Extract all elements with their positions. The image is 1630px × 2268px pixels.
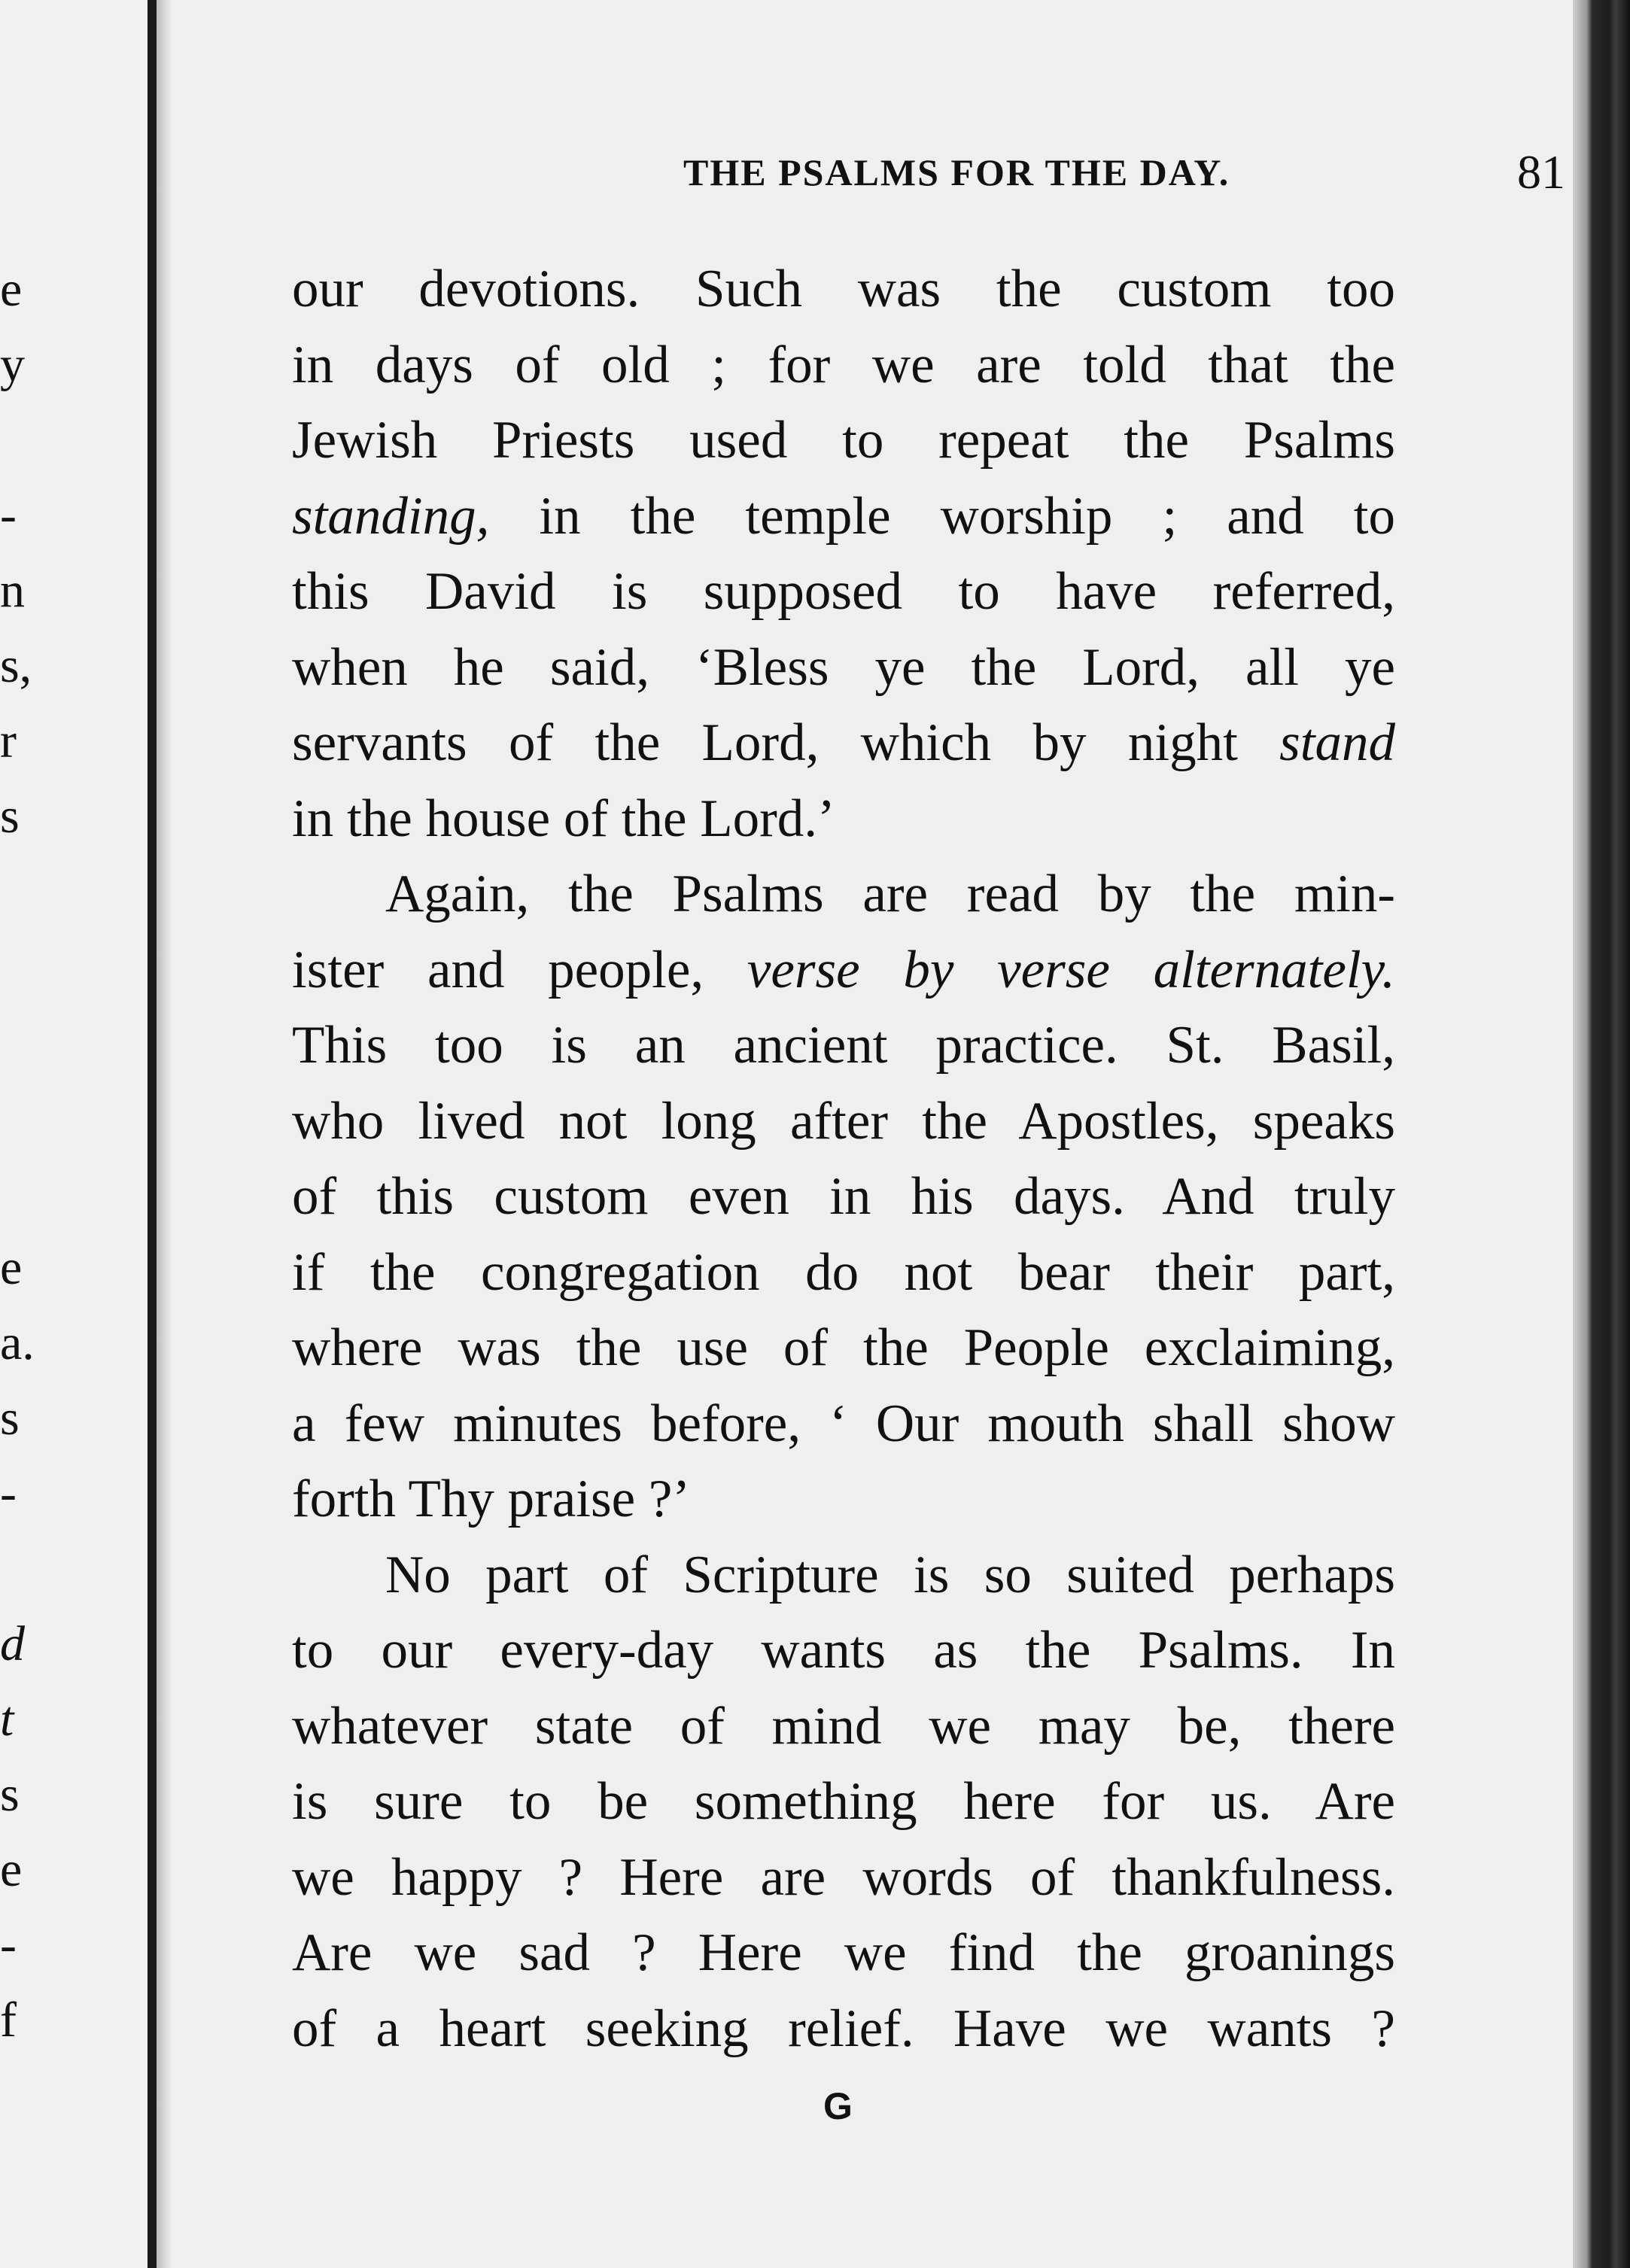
italic-text: verse by verse alternately. <box>747 940 1395 999</box>
text-line <box>292 630 1395 706</box>
text-line <box>292 1461 1395 1537</box>
text-span: forth Thy praise ?’ <box>292 1470 691 1528</box>
text-span: of a heart seeking relief. Have we wants ? <box>292 1999 1395 2058</box>
page-edge-right <box>1573 0 1630 2268</box>
running-head: THE PSALMS FOR THE DAY. <box>683 151 1230 193</box>
previous-page-fragment: - <box>0 1917 17 1972</box>
text-span: of this custom even in his days. And truly <box>292 1167 1395 1226</box>
previous-page-fragment: e <box>0 1240 23 1295</box>
previous-page-fragment: y <box>0 337 25 392</box>
page-number: 81 <box>1517 145 1565 199</box>
text-span: in the temple worship ; and to <box>489 486 1395 546</box>
text-span: if the congregation do not bear their part, <box>292 1242 1395 1302</box>
previous-page-fragment: t <box>0 1692 14 1747</box>
previous-page-fragment: e <box>0 1842 23 1897</box>
italic-text: standing, <box>292 486 490 546</box>
text-line <box>292 1310 1395 1386</box>
signature-mark: G <box>823 2085 853 2127</box>
text-line <box>292 1235 1395 1311</box>
text-span: who lived not long after the Apostles, speaks <box>292 1091 1395 1151</box>
previous-page-fragment: - <box>0 488 17 543</box>
text-line <box>292 479 1395 555</box>
text-line <box>292 856 1395 932</box>
previous-page-fragment: a. <box>0 1315 35 1370</box>
page-header <box>683 144 1565 197</box>
text-line <box>292 1537 1395 1613</box>
text-line <box>292 1915 1395 1991</box>
text-span: No part of Scripture is so suited perhaps <box>385 1545 1395 1604</box>
text-span: this David is supposed to have referred, <box>292 562 1395 621</box>
previous-page-fragment: r <box>0 713 17 768</box>
text-line <box>292 1008 1395 1084</box>
italic-text: stand <box>1279 713 1395 772</box>
previous-page-fragment: f <box>0 1993 17 2048</box>
text-span: Jewish Priests used to repeat the Psalms <box>292 411 1395 470</box>
text-line <box>292 1840 1395 1916</box>
previous-page-fragment: - <box>0 1466 17 1521</box>
text-line <box>292 403 1395 479</box>
text-line <box>292 932 1395 1008</box>
text-span: This too is an ancient practice. St. Basil, <box>292 1016 1395 1075</box>
previous-page-edge <box>0 0 154 2268</box>
text-span: our devotions. Such was the custom too <box>292 260 1395 318</box>
text-span: we happy ? Here are words of thankfulness. <box>292 1847 1395 1907</box>
text-span: whatever state of mind we may be, there <box>292 1696 1395 1756</box>
text-span: is sure to be something here for us. Are <box>292 1772 1395 1831</box>
text-span: a few minutes before, ‘ Our mouth shall show <box>292 1394 1395 1453</box>
previous-page-fragment: n <box>0 563 25 618</box>
text-line <box>292 1991 1395 2067</box>
book-gutter <box>147 0 157 2268</box>
text-line <box>292 781 1395 857</box>
text-span: in the house of the Lord.’ <box>292 789 835 848</box>
text-line <box>292 1764 1395 1840</box>
text-span: Are we sad ? Here we find the groanings <box>292 1923 1395 1982</box>
text-span: servants of the Lord, which by night <box>292 713 1280 772</box>
text-line <box>292 1159 1395 1235</box>
text-line <box>292 327 1395 403</box>
text-span: to our every-day wants as the Psalms. In <box>292 1621 1395 1680</box>
previous-page-fragment: e <box>0 262 23 317</box>
text-span: in days of old ; for we are told that the <box>292 335 1395 394</box>
text-line <box>292 1084 1395 1160</box>
text-line <box>292 1386 1395 1462</box>
text-line <box>292 1613 1395 1689</box>
previous-page-fragment: s <box>0 789 20 844</box>
text-span: ister and people, <box>292 940 747 999</box>
text-line <box>292 554 1395 630</box>
body-text <box>292 251 1395 2066</box>
text-line <box>292 705 1395 781</box>
text-span: where was the use of the People exclaiming, <box>292 1318 1395 1377</box>
text-span: when he said, ‘Bless ye the Lord, all ye <box>292 637 1395 697</box>
previous-page-fragment: d <box>0 1616 25 1671</box>
text-line <box>292 251 1395 327</box>
previous-page-fragment: s <box>0 1391 20 1446</box>
previous-page-fragment: s <box>0 1767 20 1822</box>
text-span: Again, the Psalms are read by the min- <box>385 865 1395 923</box>
text-line <box>292 1689 1395 1765</box>
previous-page-fragment: s, <box>0 638 32 693</box>
gutter-shadow <box>157 0 172 2268</box>
